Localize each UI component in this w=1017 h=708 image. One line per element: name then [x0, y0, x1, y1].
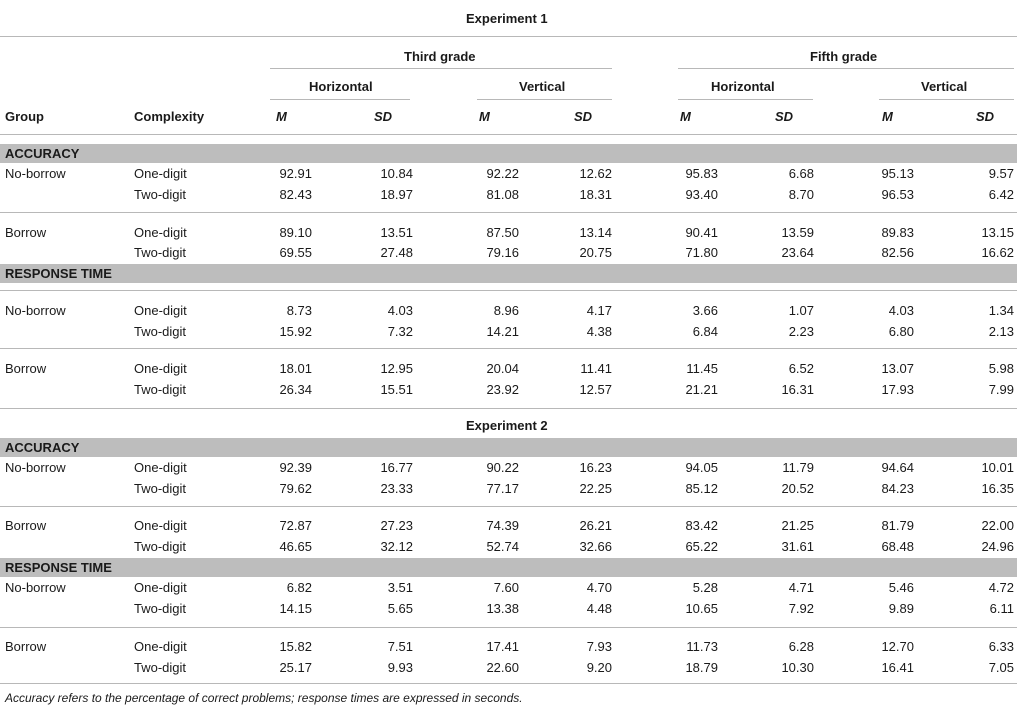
row-group-divider	[0, 212, 1017, 213]
stat-m-header: M	[882, 109, 893, 124]
row-group-divider	[0, 627, 1017, 628]
orient-rule	[879, 99, 1014, 100]
sd-value-cell: 20.52	[781, 481, 814, 496]
complexity-cell: One-digit	[134, 361, 187, 376]
group-cell: No-borrow	[5, 303, 66, 318]
mean-value-cell: 14.21	[486, 324, 519, 339]
group-cell: Borrow	[5, 225, 47, 240]
mean-value-cell: 46.65	[279, 539, 312, 554]
row-group-divider	[0, 290, 1017, 291]
group-cell: No-borrow	[5, 460, 66, 475]
sd-value-cell: 8.70	[788, 187, 814, 202]
sd-value-cell: 23.33	[380, 481, 413, 496]
mean-value-cell: 5.46	[888, 580, 914, 595]
sd-value-cell: 6.33	[988, 639, 1014, 654]
stat-sd-header: SD	[374, 109, 393, 124]
mean-value-cell: 13.38	[486, 601, 519, 616]
sd-value-cell: 26.21	[579, 518, 612, 533]
mean-value-cell: 15.82	[279, 639, 312, 654]
sd-value-cell: 4.17	[586, 303, 612, 318]
complexity-cell: One-digit	[134, 166, 187, 181]
mean-value-cell: 6.82	[286, 580, 312, 595]
sd-value-cell: 11.79	[782, 460, 814, 475]
mean-value-cell: 25.17	[279, 660, 312, 675]
stat-m-header: M	[680, 109, 691, 124]
complexity-cell: Two-digit	[134, 382, 187, 397]
sd-value-cell: 11.41	[580, 361, 612, 376]
mean-value-cell: 93.40	[685, 187, 718, 202]
complexity-cell: Two-digit	[134, 660, 187, 675]
sd-value-cell: 5.65	[387, 601, 413, 616]
exp2-accuracy-label: ACCURACY	[5, 440, 80, 455]
divider	[0, 408, 1017, 409]
complexity-cell: One-digit	[134, 518, 187, 533]
complexity-cell: Two-digit	[134, 481, 187, 496]
mean-value-cell: 69.55	[279, 245, 312, 260]
sd-value-cell: 18.31	[579, 187, 612, 202]
mean-value-cell: 92.91	[279, 166, 312, 181]
complexity-cell: Two-digit	[134, 324, 187, 339]
sd-value-cell: 22.25	[579, 481, 612, 496]
mean-value-cell: 94.64	[881, 460, 914, 475]
mean-value-cell: 26.34	[279, 382, 312, 397]
sd-value-cell: 4.03	[387, 303, 413, 318]
sd-value-cell: 7.93	[586, 639, 612, 654]
stat-m-header: M	[276, 109, 287, 124]
table-footnote: Accuracy refers to the percentage of correct problems; response times are expressed in seconds.	[5, 691, 523, 705]
sd-value-cell: 16.23	[579, 460, 612, 475]
sd-value-cell: 6.68	[788, 166, 814, 181]
table-bottom-rule	[0, 683, 1017, 684]
sd-value-cell: 31.61	[781, 539, 814, 554]
mean-value-cell: 6.84	[692, 324, 718, 339]
orient-rule	[678, 99, 813, 100]
sd-value-cell: 9.57	[988, 166, 1014, 181]
sd-value-cell: 7.32	[387, 324, 413, 339]
mean-value-cell: 92.39	[279, 460, 312, 475]
complexity-cell: Two-digit	[134, 601, 187, 616]
sd-value-cell: 12.62	[579, 166, 612, 181]
sd-value-cell: 20.75	[579, 245, 612, 260]
sd-value-cell: 16.35	[981, 481, 1014, 496]
stat-m-header: M	[479, 109, 490, 124]
fifth-grade-rule	[678, 68, 1014, 69]
sd-value-cell: 1.07	[788, 303, 814, 318]
mean-value-cell: 79.16	[486, 245, 519, 260]
header-bottom-rule	[0, 134, 1017, 135]
sd-value-cell: 23.64	[781, 245, 814, 260]
sd-value-cell: 4.72	[988, 580, 1014, 595]
fifth-grade-header: Fifth grade	[810, 49, 878, 64]
orient-rule	[477, 99, 612, 100]
sd-value-cell: 18.97	[380, 187, 413, 202]
sd-value-cell: 4.70	[586, 580, 612, 595]
complexity-cell: One-digit	[134, 580, 187, 595]
mean-value-cell: 65.22	[685, 539, 718, 554]
mean-value-cell: 5.28	[692, 580, 718, 595]
complexity-cell: One-digit	[134, 460, 187, 475]
sd-value-cell: 6.42	[988, 187, 1014, 202]
mean-value-cell: 18.01	[279, 361, 312, 376]
mean-value-cell: 74.39	[486, 518, 519, 533]
mean-value-cell: 13.07	[881, 361, 914, 376]
divider	[0, 36, 1017, 37]
mean-value-cell: 89.10	[279, 225, 312, 240]
sd-value-cell: 9.20	[586, 660, 612, 675]
sd-value-cell: 7.92	[788, 601, 814, 616]
mean-value-cell: 79.62	[279, 481, 312, 496]
sd-value-cell: 4.71	[788, 580, 814, 595]
mean-value-cell: 72.87	[279, 518, 312, 533]
mean-value-cell: 8.73	[286, 303, 312, 318]
mean-value-cell: 16.41	[881, 660, 914, 675]
mean-value-cell: 83.42	[685, 518, 718, 533]
mean-value-cell: 89.83	[881, 225, 914, 240]
mean-value-cell: 90.41	[685, 225, 718, 240]
sd-value-cell: 7.99	[988, 382, 1014, 397]
sd-value-cell: 13.51	[380, 225, 413, 240]
third-horizontal-header: Horizontal	[309, 79, 373, 94]
mean-value-cell: 87.50	[486, 225, 519, 240]
group-cell: Borrow	[5, 361, 47, 376]
sd-value-cell: 10.84	[380, 166, 413, 181]
row-group-divider	[0, 348, 1017, 349]
sd-value-cell: 3.51	[387, 580, 413, 595]
mean-value-cell: 82.56	[881, 245, 914, 260]
mean-value-cell: 81.79	[881, 518, 914, 533]
stat-sd-header: SD	[574, 109, 593, 124]
sd-value-cell: 21.25	[781, 518, 814, 533]
mean-value-cell: 85.12	[685, 481, 718, 496]
complexity-cell: Two-digit	[134, 187, 187, 202]
fifth-vertical-header: Vertical	[921, 79, 968, 94]
sd-value-cell: 16.77	[380, 460, 413, 475]
sd-value-cell: 13.59	[781, 225, 814, 240]
exp2-response-time-band	[0, 558, 1017, 577]
mean-value-cell: 20.04	[486, 361, 519, 376]
mean-value-cell: 95.83	[685, 166, 718, 181]
mean-value-cell: 11.73	[686, 639, 718, 654]
sd-value-cell: 4.38	[586, 324, 612, 339]
sd-value-cell: 9.93	[387, 660, 413, 675]
mean-value-cell: 11.45	[686, 361, 718, 376]
mean-value-cell: 23.92	[486, 382, 519, 397]
mean-value-cell: 14.15	[279, 601, 312, 616]
sd-value-cell: 16.31	[781, 382, 814, 397]
exp1-accuracy-band	[0, 144, 1017, 163]
sd-value-cell: 1.34	[988, 303, 1014, 318]
sd-value-cell: 27.23	[380, 518, 413, 533]
experiment-2-title: Experiment 2	[466, 418, 548, 433]
sd-value-cell: 32.12	[380, 539, 413, 554]
mean-value-cell: 17.41	[486, 639, 519, 654]
sd-value-cell: 2.13	[988, 324, 1014, 339]
fifth-horizontal-header: Horizontal	[711, 79, 775, 94]
mean-value-cell: 8.96	[493, 303, 519, 318]
mean-value-cell: 9.89	[888, 601, 914, 616]
complexity-cell: One-digit	[134, 639, 187, 654]
mean-value-cell: 6.80	[888, 324, 914, 339]
exp2-response-time-label: RESPONSE TIME	[5, 560, 112, 575]
row-group-divider	[0, 506, 1017, 507]
exp2-accuracy-band	[0, 438, 1017, 457]
sd-value-cell: 16.62	[981, 245, 1014, 260]
mean-value-cell: 21.21	[685, 382, 718, 397]
mean-value-cell: 4.03	[888, 303, 914, 318]
mean-value-cell: 82.43	[279, 187, 312, 202]
sd-value-cell: 6.52	[788, 361, 814, 376]
group-cell: Borrow	[5, 639, 47, 654]
exp1-response-time-band	[0, 264, 1017, 283]
experiment-1-title: Experiment 1	[466, 11, 548, 26]
group-cell: No-borrow	[5, 166, 66, 181]
sd-value-cell: 27.48	[380, 245, 413, 260]
mean-value-cell: 92.22	[486, 166, 519, 181]
mean-value-cell: 68.48	[881, 539, 914, 554]
orient-rule	[270, 99, 410, 100]
sd-value-cell: 12.57	[579, 382, 612, 397]
sd-value-cell: 4.48	[586, 601, 612, 616]
sd-value-cell: 6.28	[788, 639, 814, 654]
third-vertical-header: Vertical	[519, 79, 566, 94]
complexity-cell: One-digit	[134, 225, 187, 240]
complexity-cell: Two-digit	[134, 245, 187, 260]
sd-value-cell: 13.14	[579, 225, 612, 240]
mean-value-cell: 90.22	[486, 460, 519, 475]
sd-value-cell: 12.95	[380, 361, 413, 376]
third-grade-rule	[270, 68, 612, 69]
exp1-accuracy-label: ACCURACY	[5, 146, 80, 161]
mean-value-cell: 15.92	[279, 324, 312, 339]
stat-sd-header: SD	[976, 109, 995, 124]
mean-value-cell: 81.08	[486, 187, 519, 202]
mean-value-cell: 96.53	[881, 187, 914, 202]
group-cell: Borrow	[5, 518, 47, 533]
mean-value-cell: 95.13	[881, 166, 914, 181]
complexity-cell: Two-digit	[134, 539, 187, 554]
mean-value-cell: 94.05	[685, 460, 718, 475]
mean-value-cell: 10.65	[685, 601, 718, 616]
mean-value-cell: 52.74	[486, 539, 519, 554]
sd-value-cell: 24.96	[981, 539, 1014, 554]
sd-value-cell: 5.98	[988, 361, 1014, 376]
mean-value-cell: 84.23	[881, 481, 914, 496]
mean-value-cell: 3.66	[692, 303, 718, 318]
group-cell: No-borrow	[5, 580, 66, 595]
sd-value-cell: 7.51	[387, 639, 413, 654]
sd-value-cell: 22.00	[981, 518, 1014, 533]
exp1-response-time-label: RESPONSE TIME	[5, 266, 112, 281]
group-column-header: Group	[5, 109, 44, 124]
sd-value-cell: 2.23	[788, 324, 814, 339]
mean-value-cell: 12.70	[881, 639, 914, 654]
sd-value-cell: 15.51	[380, 382, 413, 397]
sd-value-cell: 10.01	[981, 460, 1014, 475]
sd-value-cell: 6.11	[989, 601, 1014, 616]
mean-value-cell: 18.79	[685, 660, 718, 675]
stat-sd-header: SD	[775, 109, 794, 124]
third-grade-header: Third grade	[404, 49, 476, 64]
complexity-column-header: Complexity	[134, 109, 205, 124]
sd-value-cell: 13.15	[981, 225, 1014, 240]
mean-value-cell: 22.60	[486, 660, 519, 675]
mean-value-cell: 71.80	[685, 245, 718, 260]
mean-value-cell: 7.60	[493, 580, 519, 595]
mean-value-cell: 17.93	[881, 382, 914, 397]
sd-value-cell: 32.66	[579, 539, 612, 554]
complexity-cell: One-digit	[134, 303, 187, 318]
sd-value-cell: 7.05	[988, 660, 1014, 675]
mean-value-cell: 77.17	[486, 481, 519, 496]
sd-value-cell: 10.30	[781, 660, 814, 675]
